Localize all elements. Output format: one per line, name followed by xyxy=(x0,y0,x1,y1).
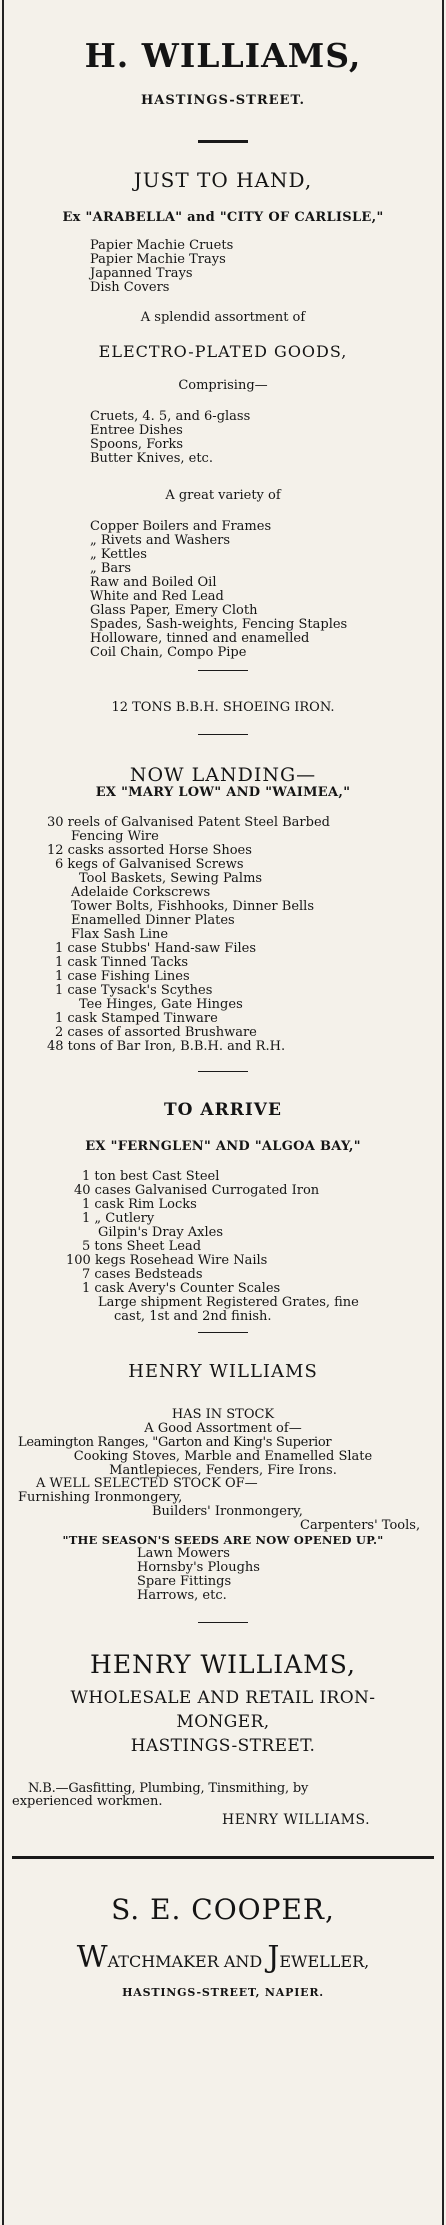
list-item: 1 case Tysack's Scythes xyxy=(55,983,213,998)
list-item: 100 kegs Rosehead Wire Nails xyxy=(66,1253,268,1268)
left-column-rule xyxy=(2,0,4,2225)
list-item: 2 cases of assorted Brushware xyxy=(55,1025,257,1040)
now-landing-heading: NOW LANDING— xyxy=(129,764,317,786)
divider xyxy=(198,1071,248,1072)
divider xyxy=(198,1332,248,1333)
to-arrive-heading: TO ARRIVE xyxy=(164,1100,282,1120)
stock-line: Cooking Stoves, Marble and Enamelled Slate xyxy=(73,1449,373,1464)
shoeing-iron-note: 12 TONS B.B.H. SHOEING IRON. xyxy=(111,700,335,715)
cooper-trade xyxy=(10,1940,436,1975)
nb-line-1: N.B.—Gasfitting, Plumbing, Tinsmithing, by xyxy=(28,1781,309,1796)
list-item: Glass Paper, Emery Cloth xyxy=(90,603,258,618)
list-item: Spades, Sash-weights, Fencing Staples xyxy=(90,617,348,632)
divider xyxy=(198,734,248,735)
nb-line-2: experienced workmen. xyxy=(12,1794,163,1809)
stock-line: Mantlepieces, Fenders, Fire Irons. xyxy=(109,1463,337,1478)
list-item: „ Bars xyxy=(90,561,132,576)
seeds-notice: "THE SEASON'S SEEDS ARE NOW OPENED UP." xyxy=(62,1533,384,1547)
has-in-stock: HAS IN STOCK xyxy=(171,1407,275,1422)
good-assortment: A Good Assortment of— xyxy=(144,1421,302,1436)
list-item: Adelaide Corkscrews xyxy=(71,885,211,900)
ship-line-3: EX "FERNGLEN" AND "ALGOA BAY," xyxy=(85,1139,361,1154)
ship-line-2: EX "MARY LOW" AND "WAIMEA," xyxy=(95,785,351,800)
list-item: cast, 1st and 2nd finish. xyxy=(114,1309,272,1324)
footer-merchant-name: HENRY WILLIAMS, xyxy=(90,1650,356,1679)
list-item: Entree Dishes xyxy=(90,423,183,438)
list-item: 30 reels of Galvanised Patent Steel Barbed xyxy=(47,815,330,830)
trade-line-1: WHOLESALE AND RETAIL IRON- xyxy=(70,1688,376,1708)
list-item: 1 cask Tinned Tacks xyxy=(55,955,189,970)
list-item: 5 tons Sheet Lead xyxy=(82,1239,202,1254)
list-item: Papier Machie Cruets xyxy=(90,238,234,253)
list-item: Japanned Trays xyxy=(90,266,193,281)
just-to-hand-heading: JUST TO HAND, xyxy=(133,168,313,192)
stock-line: Harrows, etc. xyxy=(137,1588,227,1603)
stock-line: Hornsby's Ploughs xyxy=(137,1560,260,1575)
list-item: 48 tons of Bar Iron, B.B.H. and R.H. xyxy=(47,1039,286,1054)
variety-note: A great variety of xyxy=(165,488,281,503)
list-item: 1 cask Stamped Tinware xyxy=(55,1011,218,1026)
stock-line: Furnishing Ironmongery, xyxy=(18,1490,183,1505)
list-item: Tool Baskets, Sewing Palms xyxy=(79,871,263,886)
ship-line-1: Ex "ARABELLA" and "CITY OF CARLISLE," xyxy=(62,210,384,225)
list-item: Tee Hinges, Gate Hinges xyxy=(79,997,243,1012)
list-item: 1 cask Avery's Counter Scales xyxy=(82,1281,281,1296)
list-item: 1 cask Rim Locks xyxy=(82,1197,197,1212)
comprising-note: Comprising— xyxy=(178,378,268,393)
divider xyxy=(198,140,248,143)
stock-line: Leamington Ranges, "Garton and King's Superior xyxy=(18,1435,332,1450)
list-item: „ Rivets and Washers xyxy=(90,533,231,548)
trade-line-2: MONGER, xyxy=(176,1712,270,1732)
trade-text-b: EWELLER, xyxy=(279,1952,370,1971)
list-item: Copper Boilers and Frames xyxy=(90,519,272,534)
merchant-street: HASTINGS-STREET. xyxy=(141,93,305,108)
list-item: „ Kettles xyxy=(90,547,147,562)
trade-text-a: ATCHMAKER AND xyxy=(107,1952,268,1971)
electro-heading: ELECTRO-PLATED GOODS, xyxy=(98,342,348,361)
trade-initial-j: J xyxy=(267,1940,280,1975)
list-item: Butter Knives, etc. xyxy=(90,451,213,466)
list-item: 1 case Stubbs' Hand-saw Files xyxy=(55,941,257,956)
right-column-rule xyxy=(442,0,444,2225)
list-item: 40 cases Galvanised Currogated Iron xyxy=(74,1183,320,1198)
in-stock-heading: HENRY WILLIAMS xyxy=(128,1361,318,1382)
divider xyxy=(198,1622,248,1623)
footer-street: HASTINGS-STREET. xyxy=(130,1736,316,1756)
list-item: 12 casks assorted Horse Shoes xyxy=(47,843,252,858)
list-item: Spoons, Forks xyxy=(90,437,184,452)
stock-line: Builders' Ironmongery, xyxy=(152,1504,303,1519)
list-item: 6 kegs of Galvanised Screws xyxy=(55,857,244,872)
list-item: Raw and Boiled Oil xyxy=(90,575,217,590)
stock-line: Lawn Mowers xyxy=(137,1546,230,1561)
stock-line: Carpenters' Tools, xyxy=(300,1518,421,1533)
splendid-note: A splendid assortment of xyxy=(140,310,306,325)
divider xyxy=(198,670,248,671)
list-item: 1 ton best Cast Steel xyxy=(82,1169,220,1184)
cooper-street: HASTINGS-STREET, NAPIER. xyxy=(122,1986,324,1999)
merchant-name: H. WILLIAMS, xyxy=(84,36,362,75)
list-item: 1 „ Cutlery xyxy=(82,1211,155,1226)
list-item: Fencing Wire xyxy=(71,829,159,844)
list-item: Enamelled Dinner Plates xyxy=(71,913,235,928)
list-item: Holloware, tinned and enamelled xyxy=(90,631,310,646)
list-item: Large shipment Registered Grates, fine xyxy=(98,1295,359,1310)
list-item: 1 case Fishing Lines xyxy=(55,969,190,984)
list-item: Tower Bolts, Fishhooks, Dinner Bells xyxy=(71,899,315,914)
signature-line: HENRY WILLIAMS. xyxy=(222,1812,371,1828)
section-rule xyxy=(12,1856,434,1859)
list-item: Dish Covers xyxy=(90,280,170,295)
cooper-name: S. E. COOPER, xyxy=(111,1893,335,1926)
list-item: Gilpin's Dray Axles xyxy=(98,1225,224,1240)
list-item: Papier Machie Trays xyxy=(90,252,226,267)
trade-initial-w: W xyxy=(76,1940,108,1975)
list-item: White and Red Lead xyxy=(90,589,224,604)
list-item: Cruets, 4. 5, and 6-glass xyxy=(90,409,251,424)
stock-line: Spare Fittings xyxy=(137,1574,232,1589)
list-item: Coil Chain, Compo Pipe xyxy=(90,645,247,660)
list-item: 7 cases Bedsteads xyxy=(82,1267,203,1282)
list-item: Flax Sash Line xyxy=(71,927,169,942)
stock-line: A WELL SELECTED STOCK OF— xyxy=(36,1476,258,1491)
